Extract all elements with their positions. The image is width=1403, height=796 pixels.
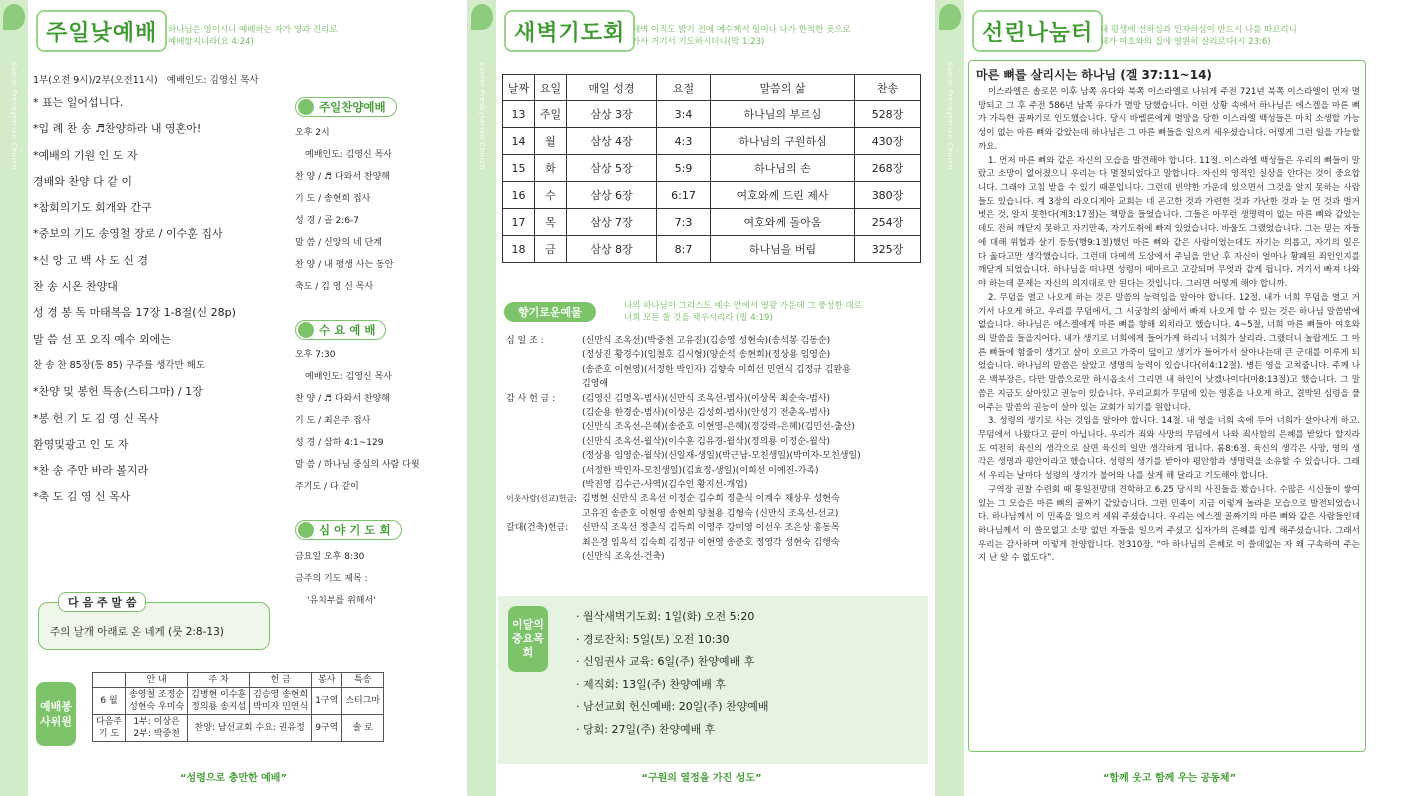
order-item: 성 경 봉 독 마태복음 17장 1-8절(신 28p) (33, 306, 236, 320)
list-item: (신만식 조옥선-은혜)(송준호 이현영-은혜)(정강락-은혜)(김민선-출산) (582, 422, 855, 433)
order-item: 찬 송 시온 찬양대 (33, 280, 118, 294)
wednesday-details: 오후 7:30 예배인도: 김영신 목사 찬 양 / ♬ 다와서 찬양해 기 도 / 최은주 집사 성 경 / 삼하 4:1~129 말 씀 / 하나님 중심의 사람 다윗 주기도 / 다 같이 (295, 350, 420, 492)
table-header: 날짜 요일 매일 성경 요절 말씀의 삶 찬송 (503, 75, 921, 101)
circle-icon (298, 522, 314, 538)
side-stripe (468, 0, 496, 796)
leaf-icon (939, 4, 961, 30)
sunday-praise-details: 오후 2시 예배인도: 김영신 목사 찬 양 / ♬ 다와서 찬양해 기 도 / 송현희 집사 성 경 / 골 2:6-7 말 씀 / 신앙의 네 단계 찬 양 / 내 평생 사는 동안 축도 / 김 영 신 목사 (295, 128, 394, 292)
list-item: 이웃사랑(선교)헌금: 김병현 신만식 조옥선 이정순 김수희 정춘식 이계수 채상우 성현숙 (506, 494, 840, 505)
list-item: · 신임권사 교육: 6일(주) 찬양예배 후 (576, 655, 755, 669)
sermon-paragraph: 이스라엘은 솔로몬 이후 남쪽 유다와 북쪽 이스라엘로 나뉘게 주전 721년 북쪽 이스라엘이 먼저 멸망되고 그 후 주전 586년 남쪽 유다가 멸망 당했습니다. 이런 상황 속에서 하나님은 에스겔을 마른 뼈가 가득한 골짜기로 인도했습니다. 당시 바벨론에게 멸망을 당한 이스라엘 백성들은 마치 소생할 가능성이 없는 마른 뼈와 같았는데 하나님은 그 마른 뼈들을 일으켜 세우셨습니다. 어떻게 그런 일을 가능할까요. (978, 87, 1360, 152)
list-item: (정상진 황경수)(임철호 김시형)(양순석 송현희)(정상용 임영순) (582, 350, 831, 361)
table-row: 13 주일 삼상 3장 3:4 하나님의 부르심 528장 (503, 101, 921, 128)
side-stripe (0, 0, 28, 796)
sermon-body (978, 86, 1360, 566)
table-row: 6 월 송영철 조정순 성현숙 우미숙 김병현 이수훈 정의룡 송지섭 김승영 송현희 박미자 민연식 1구역 스티그마 (93, 688, 384, 715)
worship-order (33, 90, 273, 511)
wednesday-header: 수 요 예 배 (295, 320, 386, 342)
order-item: *축 도 김 영 신 목사 (33, 490, 131, 504)
order-item: *입 례 찬 송 ♬찬양하라 내 영혼아! (33, 122, 202, 136)
order-item: *찬 송 주만 바라 볼지라 (33, 464, 149, 478)
list-item: · 경로잔치: 5일(토) 오전 10:30 (576, 632, 730, 646)
order-item: *신 앙 고 백 사 도 신 경 (33, 253, 148, 267)
list-item: (송준호 이현영)(서정한 박인자) 김향숙 이희선 민연식 김정규 김완용 (582, 364, 851, 375)
table-row: 14 월 삼상 4장 4:3 하나님의 구원하심 430장 (503, 128, 921, 155)
list-item: 최은경 임옥석 김숙희 김정규 이현영 송준호 정영각 성현숙 김행숙 (582, 537, 840, 548)
sharing-panel (935, 0, 1403, 796)
order-item: 찬 송 찬 85장(통 85) 구주를 생각만 해도 (33, 359, 206, 371)
list-item: (김순용 한경순-범사)(이상은 김성희-범사)(안성기 전춘옥-범사) (582, 408, 831, 419)
header-verse: 하나님은 영이시니 예배하는 자가 영과 진리로 예배할지니라(요 4:24) (168, 25, 338, 47)
sermon-paragraph: 3. 성령의 생기로 사는 것임을 알아야 합니다. 14절. 내 영을 너희 속에 두어 너희가 살아나게 하고. 무덤에서 나왔다고 끝이 아닙니다. 우리가 죄와 사망의 무덤에서 나와 죄사함의 은혜를 받았다 할지라도 여전히 육신의 생각으로 살면 육신의 일만 생각하게 됩니다. 롬8:6절. 육신의 생각은 사망, 영의 생각은 생명과 평안이라고 했습니다. 성령의 생기를 받아야 평안함과 생명력을 소유할 수 있습니다. 그래서 우리는 날마다 성령의 생기가 불어와 나를 살게 해 달라고 기도해야 합니다. (978, 416, 1360, 482)
footer-slogan: “함께 웃고 함께 우는 공동체” (1102, 773, 1237, 784)
list-item: (정상용 임영순-월삭)(신일재-생일)(박근남-모친생일)(박미자-모친생일) (582, 451, 861, 462)
table-row: 16 수 삼상 6장 6:17 여호와께 드린 제사 380장 (503, 182, 921, 209)
dawn-prayer-table (502, 74, 921, 263)
section-header (36, 10, 167, 52)
vertical-church-name: Sunlin Presbyterian Church (478, 62, 486, 170)
section-header (504, 10, 635, 52)
order-item: 환영및광고 인 도 자 (33, 437, 129, 451)
circle-icon (298, 322, 314, 338)
list-item: 김영애 (582, 379, 609, 390)
footer-slogan: “구원의 열정을 가진 성도” (641, 773, 762, 784)
footer-slogan: “성령으로 충만한 예배” (179, 773, 288, 784)
table-row: 15 화 삼상 5장 5:9 하나님의 손 268장 (503, 155, 921, 182)
list-item: · 월삭새벽기도회: 1일(화) 오전 5:20 (576, 610, 755, 623)
offering-title: 향기로운예물 (504, 302, 596, 322)
next-week-verse: 주의 날개 아래로 온 네게 (룻 2:8-13) (50, 626, 224, 638)
table-row: 다음주 기 도 1부: 이상은 2부: 박중천 찬양: 남선교회 수요: 권유정 9구역 솔 로 (93, 715, 384, 742)
leaf-icon (471, 4, 493, 30)
night-prayer-header: 심 야 기 도 회 (295, 520, 402, 542)
list-item: 갈대(건축)헌금: 신만식 조옥선 정춘식 김득희 이영주 강미영 이선우 조은상 홍동목 (506, 523, 840, 534)
order-item: *예배의 기원 인 도 자 (33, 148, 138, 162)
service-badge: 예배봉사위원 (36, 682, 76, 746)
side-stripe (936, 0, 964, 796)
header-verse: 새벽 아직도 밝기 전에 예수께서 일어나 나가 한적한 곳으로 가사 거기서 기도하시더니(막 1:23) (632, 25, 851, 47)
worship-panel (0, 0, 467, 796)
order-item: 말 씀 선 포 오직 예수 외에는 (33, 332, 171, 346)
vertical-church-name: Sunlin Presbyterian Church (946, 62, 954, 170)
list-item: · 남선교회 헌신예배: 20일(주) 찬양예배 (576, 700, 769, 714)
page-title: 주일낮예배 (46, 20, 158, 46)
list-item: 십 일 조 : (신만식 조옥선)(박중천 고유진)(김승영 성현숙)(송석봉 김동순) (506, 336, 831, 346)
list-item: · 제직회: 13일(주) 찬양예배 후 (576, 677, 727, 691)
leaf-icon (3, 4, 25, 30)
order-item: *찬양 및 봉헌 특송(스티그마) / 1장 (33, 385, 203, 399)
offering-list (506, 334, 926, 565)
sermon-paragraph: 2. 무덤을 열고 나오게 하는 것은 말씀의 능력임을 알아야 합니다. 12절. 내가 너희 무덤을 열고 거기서 나오게 하고. 우리를 무덤에서, 그 시궁창의 삶에서 빠져 나오게 할 수 있는 것은 하나님 말씀밖에 없습니다. 하나님은 에스겔에게 마른 뼈를 향해 외치라고 했습니다. 4~5절, 너희 마른 뼈들아 여호와의 말씀을 들을지어다. 내가 생기로 너희에게 들어가게 하리니 너희가 살리라. 그랬더니 놀랍게도 그 마른 뼈들에 힘줄이 생기고 살이 오르고 가죽이 덮이고 생기가 들어가서 살아나는데 큰 군대를 이루게 되었습니다. 하나님의 말씀은 살았고 생명의 능력이 있습니다(히4:12절). 병든 영을 고쳐줍니다. 주께 나온 백부장은, 다만 말씀으로만 하시옵소서 그리면 내 하인이 낫겠나이다(마8:13절)고 했습니다. 그 말씀은 지금도 살아있고 권능이 있습니다. 우리교회가 무덤에 있는 영혼을 나오게 하고, 결박된 심령을 풀어주는 말씀의 권능이 살아 있는 교회가 되기를 원합니다. (978, 292, 1360, 413)
announcement-badge: 이달의중요목회 (508, 606, 548, 672)
page-title: 선린나눔터 (982, 20, 1094, 46)
list-item: (박진영 김수근-사역)(김수인 황지선-개업) (582, 480, 748, 491)
service-times: 1부(오전 9시)/2부(오전11시) 예배인도: 김영신 목사 (33, 75, 259, 86)
offering-verse: 나의 하나님이 그리스도 예수 안에서 영광 가운데 그 풍성한 대로 너희 모든 쓸 것을 채우시리라 (빌 4:19) (624, 301, 862, 323)
night-prayer-details: 금요일 오후 8:30 금주의 기도 제목 : '유치부를 위해서' (295, 552, 376, 606)
header-verse: 내 평생에 선하심과 인자하심이 반드시 나를 따르리니 내가 여호와의 집에 영원히 살리로다(시 23:6) (1100, 25, 1297, 47)
page-title: 새벽기도회 (514, 20, 626, 46)
table-row: 안 내 주 차 헌 금 봉사 특송 (93, 673, 384, 688)
announcement-list (576, 606, 769, 742)
order-item: *중보의 기도 송영철 장로 / 이수훈 집사 (33, 227, 223, 241)
list-item: 고유진 송준호 이현영 송현희 양철용 김형숙 (신만식 조옥선-선교) (582, 508, 839, 519)
sermon-title: 마른 뼈를 살리시는 하나님 (겔 37:11~14) (976, 68, 1212, 82)
sermon-paragraph: 1. 먼저 마른 뼈와 같은 자신의 모습을 발견해야 합니다. 11절. 이스라엘 백성들은 우리의 뼈들이 말랐고 소망이 없어졌으니 우리는 다 멸절되었다고 말합니다. 자신의 영적인 실상을 안다는 것이 중요합니다. 그래야 고침 받을 수 있기 때문입니다. 그런데 빈약한 가운데 있으면서 그것을 알지 못하는 사람들도 있습니다. 계 3장의 라오디게아 교회는 네 곤고한 것과 가련한 것과 가난한 것과 눈 먼 것과 벌거벗은 것, 알지 못한다(계3:17절)는 책망을 들었습니다. 그들은 아무런 생명력이 없는 마른 뼈와 같았는데도 전혀 깨닫지 못하고 자기만족, 자기도취에 빠져 있었습니다. 바울도 그랬었습니다. 그는 믿는 자들에 대해 위협과 살기 등등(행9:1절)했던 마른 뼈와 같은 사람이었는데도 자기는 의롭고, 자기의 일은 다 옳다고만 생각했습니다. 그런데 다메섹 도상에서 주님을 만난 후 자신이 얼마나 황폐된 죄인인지를 깨닫게 되었습니다. 하나님을 떠나면 성령이 메마르고 고갈되며 무엇과 같게 됩니다. 거기서 빠져 나와야 하는데 문제는 자신의 의지대로 안 된다는 것입니다. 그러면 어떻게 해야 합니까. (978, 155, 1360, 290)
table-row: 18 금 삼상 8장 8:7 하나님을 버림 325장 (503, 236, 921, 263)
sermon-paragraph: 구역장 권찰 수련회 때 통일전망대 견학하고 6.25 당시의 사진들을 봤습니다. 수많은 시신들이 쌓여 있는 그 모습은 마른 뼈의 골짜기 같았습니다. 그런 민족이 지금 이렇게 놀라운 모습으로 발전되었습니다. 하나님께서 이 민족을 일으켜 세워 주셨습니다. 우리는 에스겔 골짜기의 마른 뼈와 같은 사람들인데 하나님께서 이 쓸모없고 소망 없던 자들을 일으켜 주셨고 십자가의 은혜를 입게 해주셨습니다. 그래서 우리는 감사하며 이렇게 찬양합니다. 찬310장. “아 하나님의 은혜로 이 쓸데없는 자 왜 구속하여 주는지 난 알 수 없도다”. (978, 484, 1360, 564)
vertical-church-name: Sunlin Presbyterian Church (10, 62, 18, 170)
sunday-praise-header: 주일찬양예배 (295, 97, 397, 119)
list-item: (서정한 박인자-모친생일)(김효정-생일)(이희선 이예진-가족) (582, 465, 819, 476)
list-item: 감 사 헌 금 : (김영신 김명옥-범사)(신만식 조옥선-범사)(이상목 최순숙-범사) (506, 393, 831, 404)
order-item: *봉 헌 기 도 김 영 신 목사 (33, 411, 159, 425)
next-week-label: 다 음 주 말 씀 (58, 592, 146, 612)
order-item: *참회의기도 회개와 간구 (33, 201, 152, 215)
service-table (92, 672, 384, 742)
table-row: 17 목 삼상 7장 7:3 여호와께 돌아옴 254장 (503, 209, 921, 236)
list-item: (신만식 조옥선-월삭)(이수훈 김유경-월삭)(정의룡 이정순-월삭) (582, 436, 831, 447)
dawn-prayer-panel (467, 0, 935, 796)
order-item: 경배와 찬양 다 같 이 (33, 174, 132, 188)
circle-icon (298, 99, 314, 115)
order-item: * 표는 일어섭니다. (33, 96, 124, 109)
list-item: · 당회: 27일(주) 찬양예배 후 (576, 722, 716, 736)
list-item: (신만식 조옥선-건축) (582, 552, 665, 563)
section-header (972, 10, 1103, 52)
